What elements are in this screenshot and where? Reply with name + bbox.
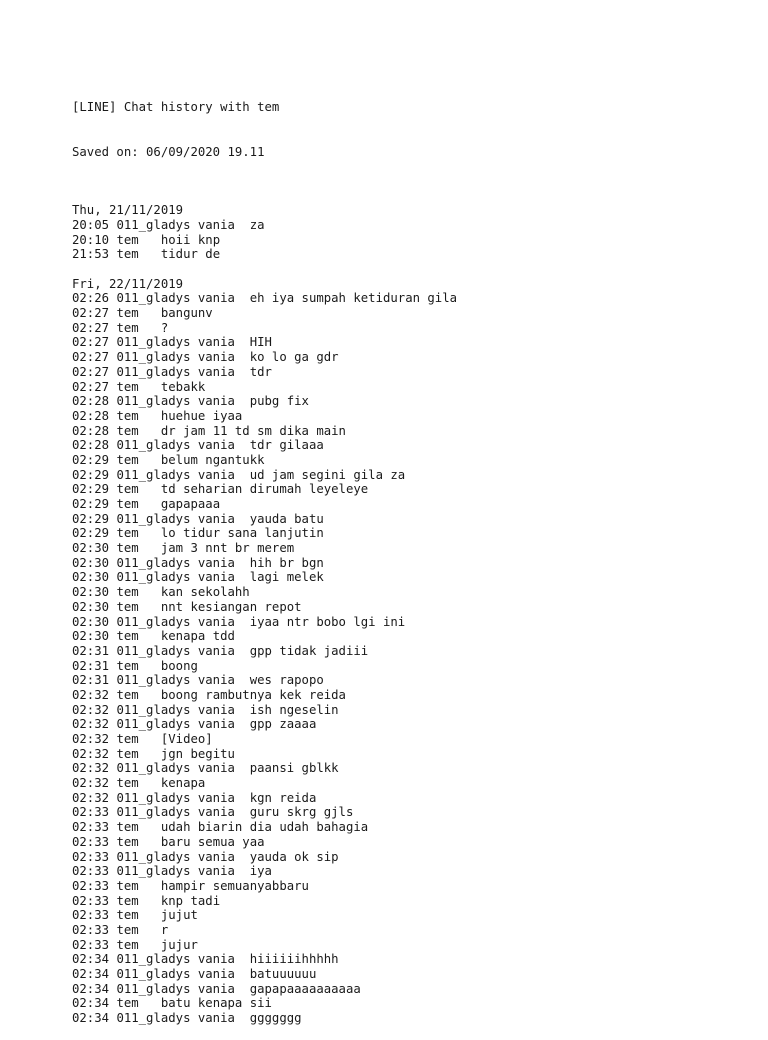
message-time: 02:27 [72,320,110,335]
message-time: 02:34 [72,996,110,1011]
message-sender: 011_gladys vania [116,350,235,365]
message-time: 02:27 [72,335,110,350]
message-sender: tem [116,746,139,761]
blank-line [72,189,457,204]
message-line [72,438,457,453]
message-text: kenapa [160,776,206,791]
message-line [72,497,457,512]
message-sender: tem [116,629,139,644]
message-sender: tem [116,878,139,893]
message-time: 02:29 [72,467,110,482]
message-text: udah biarin dia udah bahagia [160,820,369,835]
message-line [72,688,457,703]
message-text: boong [160,658,198,673]
message-text: jujur [160,937,198,952]
message-text: knp tadi [160,893,221,908]
message-time: 02:27 [72,379,110,394]
message-time: 02:31 [72,673,110,688]
message-line [72,967,457,982]
message-time: 20:10 [72,232,110,247]
message-sender: 011_gladys vania [116,849,235,864]
message-sender: tem [116,922,139,937]
message-sender: tem [116,497,139,512]
message-text: boong rambutnya kek reida [160,687,346,702]
message-text: lagi melek [249,570,324,585]
message-line [72,820,457,835]
message-text: pubg fix [249,394,309,409]
message-sender: 011_gladys vania [116,291,235,306]
message-time: 02:31 [72,658,110,673]
message-line [72,526,457,541]
message-line [72,673,457,688]
message-text: lo tidur sana lanjutin [160,526,324,541]
message-time: 02:32 [72,717,110,732]
message-line [72,952,457,967]
message-line [72,233,457,248]
message-line [72,850,457,865]
message-text: hih br bgn [249,555,324,570]
message-text: ud jam segini gila za [249,467,406,482]
message-text: eh iya sumpah ketiduran gila [249,291,458,306]
chat-days [72,189,457,1026]
message-line [72,468,457,483]
message-time: 02:30 [72,614,110,629]
message-line [72,747,457,762]
message-time: 02:33 [72,805,110,820]
message-sender: tem [116,423,139,438]
message-time: 02:27 [72,364,110,379]
message-text: HIH [249,335,272,350]
message-sender: 011_gladys vania [116,438,235,453]
day-date-header: Fri, 22/11/2019 [72,276,184,291]
message-sender: tem [116,541,139,556]
message-time: 02:32 [72,702,110,717]
message-text: hampir semuanyabbaru [160,878,309,893]
message-line [72,424,457,439]
message-line [72,291,457,306]
message-sender: 011_gladys vania [116,717,235,732]
message-sender: 011_gladys vania [116,790,235,805]
message-time: 02:33 [72,937,110,952]
message-line [72,541,457,556]
message-text: iyaa ntr bobo lgi ini [249,614,406,629]
message-sender: tem [116,320,139,335]
message-text: za [249,217,265,232]
message-line [72,938,457,953]
message-line [72,908,457,923]
message-text: gapapaaaaaaaaaa [249,981,361,996]
message-sender: 011_gladys vania [116,952,235,967]
message-sender: tem [116,408,139,423]
message-time: 02:32 [72,687,110,702]
message-text: guru skrg gjls [249,805,354,820]
message-time: 02:34 [72,981,110,996]
message-line [72,306,457,321]
message-time: 02:29 [72,497,110,512]
message-sender: tem [116,452,139,467]
message-time: 02:27 [72,350,110,365]
message-text: batuuuuuu [249,967,317,982]
message-sender: tem [116,585,139,600]
message-line [72,732,457,747]
message-time: 02:33 [72,878,110,893]
message-line [72,350,457,365]
message-sender: 011_gladys vania [116,761,235,776]
message-text: r [160,922,169,937]
message-line [72,570,457,585]
message-sender: 011_gladys vania [116,555,235,570]
message-text: tdr gilaaa [249,438,324,453]
message-line [72,615,457,630]
message-line [72,879,457,894]
message-sender: tem [116,599,139,614]
message-line [72,380,457,395]
message-line [72,321,457,336]
message-time: 02:33 [72,893,110,908]
message-sender: 011_gladys vania [116,643,235,658]
message-text: hoii knp [160,232,221,247]
message-time: 02:30 [72,570,110,585]
message-sender: 011_gladys vania [116,467,235,482]
message-time: 02:34 [72,967,110,982]
message-time: 02:29 [72,482,110,497]
message-sender: tem [116,482,139,497]
message-sender: 011_gladys vania [116,1011,235,1026]
message-text: gpp tidak jadiii [249,643,369,658]
message-text: ? [160,320,169,335]
message-sender: tem [116,379,139,394]
message-line [72,247,457,262]
message-line [72,335,457,350]
message-text: wes rapopo [249,673,324,688]
message-text: ish ngeselin [249,702,339,717]
message-line [72,394,457,409]
message-time: 02:30 [72,599,110,614]
message-text: dr jam 11 td sm dika main [160,423,346,438]
message-time: 02:28 [72,408,110,423]
message-line [72,512,457,527]
message-time: 02:30 [72,541,110,556]
message-text: tidur de [160,247,221,262]
message-text: [Video] [160,732,213,747]
chat-history-document [72,71,457,1040]
message-sender: 011_gladys vania [116,364,235,379]
message-text: kenapa tdd [160,629,235,644]
message-line [72,894,457,909]
message-text: ggggggg [249,1011,302,1026]
message-line [72,791,457,806]
message-text: yauda ok sip [249,849,339,864]
message-time: 02:34 [72,952,110,967]
message-time: 02:28 [72,394,110,409]
message-sender: tem [116,658,139,673]
message-time: 02:31 [72,643,110,658]
message-sender: 011_gladys vania [116,967,235,982]
message-text: jam 3 nnt br merem [160,541,295,556]
message-sender: 011_gladys vania [116,805,235,820]
message-text: paansi gblkk [249,761,339,776]
message-time: 02:26 [72,291,110,306]
message-sender: tem [116,776,139,791]
message-text: batu kenapa sii [160,996,272,1011]
message-line [72,835,457,850]
message-line [72,482,457,497]
message-line [72,556,457,571]
message-line [72,218,457,233]
message-text: tebakk [160,379,206,394]
day-date-header: Thu, 21/11/2019 [72,203,184,218]
message-sender: 011_gladys vania [116,335,235,350]
message-sender: tem [116,687,139,702]
message-time: 02:32 [72,761,110,776]
message-text: iya [249,864,272,879]
message-time: 02:34 [72,1011,110,1026]
message-line [72,717,457,732]
message-sender: 011_gladys vania [116,614,235,629]
message-time: 02:30 [72,555,110,570]
message-time: 02:28 [72,438,110,453]
message-text: kan sekolahh [160,585,250,600]
message-text: jujut [160,908,198,923]
message-sender: tem [116,732,139,747]
message-sender: tem [116,820,139,835]
message-time: 02:33 [72,849,110,864]
message-sender: tem [116,937,139,952]
message-time: 02:30 [72,585,110,600]
document-title: [LINE] Chat history with tem [72,100,280,115]
message-time: 02:33 [72,864,110,879]
message-text: bangunv [160,306,213,321]
message-time: 20:05 [72,217,110,232]
message-time: 02:33 [72,820,110,835]
message-sender: 011_gladys vania [116,673,235,688]
message-time: 02:32 [72,732,110,747]
message-line [72,761,457,776]
message-line [72,982,457,997]
message-time: 02:33 [72,922,110,937]
message-text: kgn reida [249,790,317,805]
message-line [72,644,457,659]
message-line [72,996,457,1011]
message-line [72,923,457,938]
message-text: belum ngantukk [160,452,265,467]
message-line [72,585,457,600]
message-line [72,629,457,644]
message-sender: tem [116,996,139,1011]
message-sender: 011_gladys vania [116,394,235,409]
message-sender: tem [116,247,139,262]
message-time: 02:29 [72,452,110,467]
message-sender: tem [116,834,139,849]
message-text: gapapaaa [160,497,221,512]
message-text: gpp zaaaa [249,717,317,732]
message-sender: 011_gladys vania [116,217,235,232]
message-time: 02:32 [72,746,110,761]
message-sender: 011_gladys vania [116,511,235,526]
message-sender: 011_gladys vania [116,981,235,996]
message-line [72,365,457,380]
message-line [72,600,457,615]
message-text: baru semua yaa [160,834,265,849]
message-line [72,703,457,718]
message-text: yauda batu [249,511,324,526]
message-text: hiiiiiihhhhh [249,952,339,967]
message-line [72,805,457,820]
message-time: 02:33 [72,834,110,849]
message-line [72,864,457,879]
message-text: jgn begitu [160,746,235,761]
message-time: 02:29 [72,511,110,526]
message-sender: 011_gladys vania [116,864,235,879]
message-time: 02:30 [72,629,110,644]
message-text: huehue iyaa [160,408,243,423]
message-line [72,409,457,424]
message-time: 02:27 [72,306,110,321]
message-time: 02:32 [72,790,110,805]
message-sender: tem [116,908,139,923]
message-time: 21:53 [72,247,110,262]
saved-on-line: Saved on: 06/09/2020 19.11 [72,144,265,159]
message-time: 02:28 [72,423,110,438]
message-time: 02:29 [72,526,110,541]
message-sender: tem [116,526,139,541]
blank-line [72,262,457,277]
message-line [72,453,457,468]
message-sender: tem [116,893,139,908]
message-text: ko lo ga gdr [249,350,339,365]
message-sender: tem [116,232,139,247]
message-sender: 011_gladys vania [116,702,235,717]
message-text: tdr [249,364,272,379]
message-text: td seharian dirumah leyeleye [160,482,369,497]
message-line [72,776,457,791]
message-time: 02:32 [72,776,110,791]
message-sender: 011_gladys vania [116,570,235,585]
message-time: 02:33 [72,908,110,923]
message-text: nnt kesiangan repot [160,599,302,614]
message-sender: tem [116,306,139,321]
message-line [72,659,457,674]
